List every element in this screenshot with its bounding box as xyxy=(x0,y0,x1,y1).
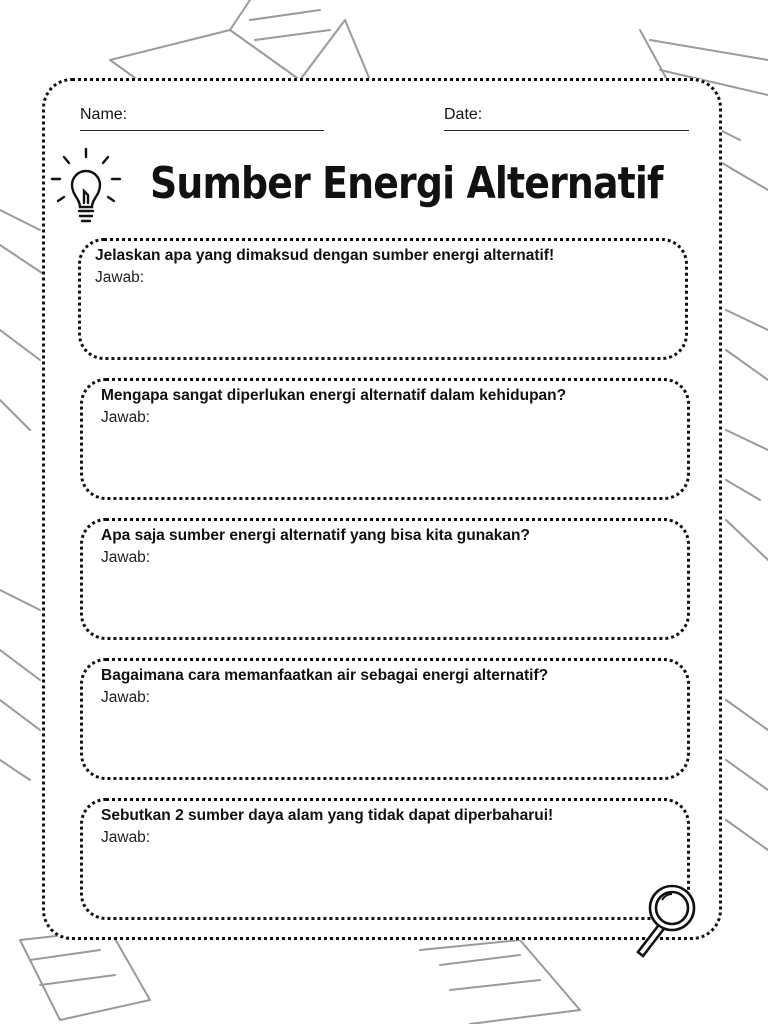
question-box-3 xyxy=(80,518,690,640)
open-book-icon xyxy=(0,590,40,780)
question-text: Sebutkan 2 sumber daya alam yang tidak dapat diperbaharui! xyxy=(101,807,554,824)
name-label: Name: xyxy=(80,106,128,123)
question-text: Apa saja sumber energi alternatif yang bisa kita gunakan? xyxy=(101,527,530,544)
answer-label: Jawab: xyxy=(101,409,151,426)
lightbulb-icon xyxy=(44,145,128,225)
open-book-icon xyxy=(726,310,768,560)
magnifying-glass-icon xyxy=(628,880,702,960)
answer-label: Jawab: xyxy=(95,269,145,286)
question-box-2 xyxy=(80,378,690,500)
open-book-icon xyxy=(726,700,768,850)
answer-label: Jawab: xyxy=(101,689,151,706)
open-book-icon xyxy=(20,930,150,1020)
question-box-4 xyxy=(80,658,690,780)
answer-label: Jawab: xyxy=(101,549,151,566)
page-title: Sumber Energi Alternatif xyxy=(150,158,663,209)
date-label: Date: xyxy=(444,106,483,123)
question-text: Mengapa sangat diperlukan energi alternatif dalam kehidupan? xyxy=(101,387,567,404)
date-input-line[interactable] xyxy=(444,130,689,131)
question-box-5 xyxy=(80,798,690,920)
question-text: Jelaskan apa yang dimaksud dengan sumber energi alternatif! xyxy=(95,247,555,264)
question-box-1 xyxy=(78,238,688,360)
question-text: Bagaimana cara memanfaatkan air sebagai energi alternatif? xyxy=(101,667,549,684)
answer-label: Jawab: xyxy=(101,829,151,846)
open-book-icon xyxy=(0,210,45,430)
open-book-icon xyxy=(420,940,580,1024)
name-input-line[interactable] xyxy=(80,130,324,131)
